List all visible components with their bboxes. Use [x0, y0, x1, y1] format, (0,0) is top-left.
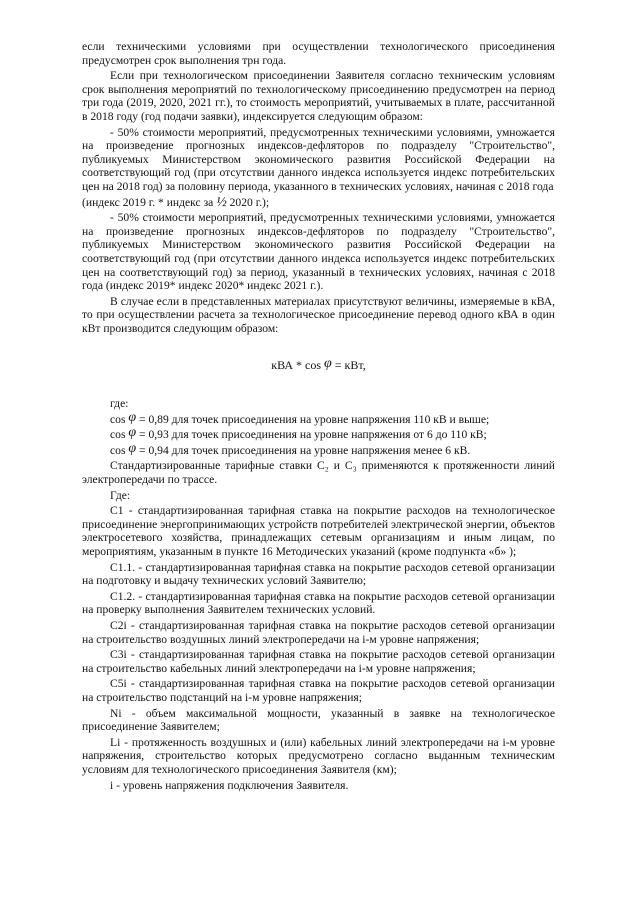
- paragraph-indexation-intro: Если при технологическом присоединении Заявителя согласно техническим условиям срок выполнения мероприятий по технологическому присоединению предусмотрен на период три года (2019, 2020, 2021 гг.), то стоимость мероприятий, учитываемых в плате, рассчитанной в 2018 году (год подачи заявки), индексируется следующим образом:: [82, 69, 555, 123]
- index-text-post: 2020 г.);: [229, 195, 270, 209]
- cos-value-text: = 0,89 для точек присоединения на уровне напряжения 110 кВ и выше;: [139, 412, 490, 426]
- where-label-2: Где:: [110, 488, 131, 502]
- paragraph-continuation: если техническими условиями при осуществлении технологического присоединения предусмотрен срок выполнения трн года.: [82, 40, 555, 67]
- cos-line-6-110: [82, 425, 555, 442]
- cos-value-text: = 0,94 для точек присоединения на уровне напряжения менее 6 кВ.: [139, 443, 471, 457]
- definition-c1-2: C1.2. - стандартизированная тарифная ставка на покрытие расходов сетевой организации на проверку выполнения Заявителем технических условий.: [82, 589, 555, 617]
- definition-c2i: C2i - стандартизированная тарифная ставка на покрытие расходов сетевой организации на строительство воздушных линий электропередачи на i-м уровне напряжения;: [82, 618, 555, 646]
- where-label: где:: [110, 397, 129, 411]
- paragraph-first-half-index: [82, 196, 555, 210]
- phi-symbol: φ: [128, 425, 137, 441]
- fraction-half: ½: [216, 194, 227, 210]
- definition-i: i - уровень напряжения подключения Заявителя.: [110, 778, 349, 792]
- phi-symbol: φ: [128, 409, 137, 425]
- phi-symbol: φ: [324, 356, 332, 372]
- cos-value-text: = 0,93 для точек присоединения на уровне напряжения от 6 до 110 кВ;: [139, 428, 487, 442]
- cos-label: cos: [110, 412, 126, 426]
- formula-left: кВА * cos: [271, 358, 322, 373]
- paragraph-c2-c3-note: Стандартизированные тарифные ставки C₂ и C₃ применяются к протяженности линий электропередачи по трассе.: [82, 459, 555, 487]
- cos-label: cos: [110, 428, 126, 442]
- cos-line-below-6: [82, 440, 555, 458]
- definition-c1: C1 - стандартизированная тарифная ставка на покрытие расходов на технологическое присоединение энергопринимающих устройств потребителей электрической энергии, объектов электросетевого хозяйства, принадлежащих сетевым организациям и иным лицам, по мероприятиям, указанным в пункте 16 Методических указаний (кроме подпункта «б» );: [82, 504, 556, 558]
- definition-c1-1: C1.1. - стандартизированная тарифная ставка на покрытие расходов сетевой организации на подготовку и выдачу технических условий Заявителю;: [82, 560, 555, 588]
- document-body: [82, 40, 555, 792]
- definition-li: Li - протяженность воздушных и (или) кабельных линий электропередачи на i-м уровне напряжения, строительство которых предусмотрено согласно выданным техническим условиям для технологического присоединения Заявителя (км);: [82, 735, 555, 776]
- cos-line-110: [82, 409, 555, 427]
- paragraph-kva-conversion: В случае если в представленных материалах присутствуют величины, измеряемые в кВА, то при осуществлении расчета за технологическое присоединение перевод одного кВА в один кВт производится следующим образом:: [82, 294, 555, 335]
- phi-symbol: φ: [128, 440, 137, 456]
- definition-ni: Ni - объем максимальной мощности, указанный в заявке на технологическое присоединение Заявителем;: [82, 706, 555, 734]
- conversion-formula: [82, 356, 555, 373]
- formula-right: = кВт,: [334, 358, 366, 373]
- paragraph-second-half: - 50% стоимости мероприятий, предусмотренных техническими условиями, умножается на произведение прогнозных индексов-дефляторов по подразделу "Строительство", публикуемых Министерством экономического развития Российской Федерации на соответствующий год (при отсутствии данного индекса используется индекс потребительских цен на соответствующий год) за период, указанный в технических условиях, начиная с 2018 года (индекс 2019* индекс 2020* индекс 2021 г.).: [82, 211, 555, 293]
- cos-label: cos: [110, 443, 126, 457]
- definition-c3i: C3i - стандартизированная тарифная ставка на покрытие расходов сетевой организации на строительство кабельных линий электропередачи на i-м уровне напряжения;: [82, 648, 555, 675]
- definition-c5i: C5i - стандартизированная тарифная ставка на покрытие расходов сетевой организации на строительство подстанций на i-м уровне напряжения;: [82, 677, 555, 704]
- index-text-pre: (индекс 2019 г. * индекс за: [82, 195, 214, 209]
- paragraph-first-half: - 50% стоимости мероприятий, предусмотренных техническими условиями, умножается на произведение прогнозных индексов-дефляторов по подразделу "Строительство", публикуемых Министерством экономического развития Российской Федерации на соответствующий год (при отсутствии данного индекса используется индекс потребительских цен на 2018 год) за половину периода, указанного в технических условиях, начиная с 2018 года: [82, 125, 555, 193]
